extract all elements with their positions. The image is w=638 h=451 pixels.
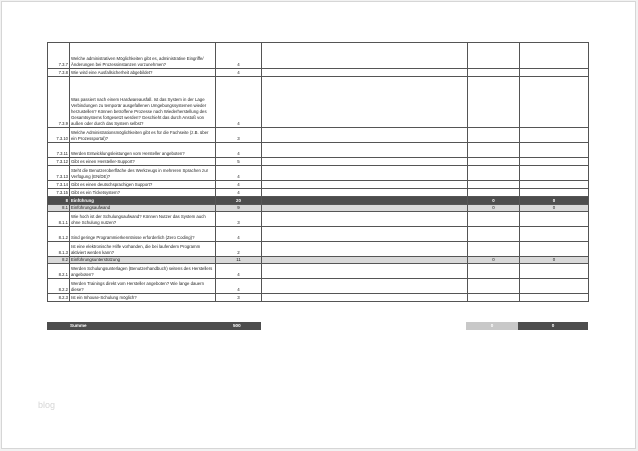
row-answer	[262, 197, 468, 205]
row-number: 7.3.11	[48, 143, 70, 158]
table-row	[48, 166, 589, 181]
row-score-1	[468, 43, 520, 69]
summary-label: Summe	[70, 323, 87, 328]
row-question: Gibt es einen deutschsprachigen Support?	[70, 181, 216, 189]
row-score-2	[520, 227, 589, 242]
row-score-1	[468, 143, 520, 158]
row-score-2	[520, 69, 589, 77]
row-score-2	[520, 143, 589, 158]
row-score-2	[520, 43, 589, 69]
row-question: Was passiert nach einem Hardwareausfall. Ist das System in der Lage Verbindungen zu temporär ausgefallenen Umgebungssystemen wieder herzustellen? Können betroffene Prozesse nach Wiederherstellung des Gesamtsystems fortgesetzt werden? Geschieht das durch Anstoß von außen oder durch das System selbst?	[70, 77, 216, 128]
table-row	[48, 242, 589, 257]
row-answer	[262, 294, 468, 302]
row-score-2	[520, 181, 589, 189]
row-question: Werden Trainings direkt vom Hersteller angeboten? Wie lange dauern diese?	[70, 279, 216, 294]
row-score-1	[468, 69, 520, 77]
row-answer	[262, 189, 468, 197]
row-number: 7.3.10	[48, 128, 70, 143]
row-answer	[262, 158, 468, 166]
table-row	[48, 43, 589, 69]
row-score-2	[520, 212, 589, 227]
row-score-1: 0	[468, 205, 520, 212]
row-answer	[262, 69, 468, 77]
row-weight: 3	[216, 294, 262, 302]
table-body	[48, 43, 589, 302]
row-score-1	[468, 227, 520, 242]
row-question: Werden Schulungsunterlagen (Benutzerhandbuch) seitens des Herstellers angeboten?	[70, 264, 216, 279]
table-row	[48, 158, 589, 166]
row-answer	[262, 279, 468, 294]
row-number: 7.3.7	[48, 43, 70, 69]
row-score-2: 0	[520, 205, 589, 212]
row-question: Wie hoch ist der Schulungsaufwand? Können Nutzer das System auch ohne Schulung nutzen?	[70, 212, 216, 227]
row-score-1	[468, 181, 520, 189]
table-row	[48, 181, 589, 189]
row-question: Einführung	[70, 197, 216, 205]
row-answer	[262, 166, 468, 181]
row-question: Gibt es einen Hersteller-Support?	[70, 158, 216, 166]
row-score-1	[468, 212, 520, 227]
row-weight: 5	[216, 158, 262, 166]
row-weight: 4	[216, 189, 262, 197]
table-row	[48, 279, 589, 294]
row-score-2	[520, 77, 589, 128]
row-number: 7.3.15	[48, 189, 70, 197]
table-row	[48, 143, 589, 158]
row-score-2	[520, 279, 589, 294]
row-number: 8.2.3	[48, 294, 70, 302]
row-weight: 9	[216, 205, 262, 212]
row-answer	[262, 257, 468, 264]
row-answer	[262, 212, 468, 227]
row-question: Ist ein Inhouse-Schulung möglich?	[70, 294, 216, 302]
table-row	[48, 128, 589, 143]
row-score-1	[468, 189, 520, 197]
row-number: 8.2.1	[48, 264, 70, 279]
row-number: 7.3.9	[48, 77, 70, 128]
row-score-1	[468, 158, 520, 166]
row-answer	[262, 128, 468, 143]
subsection-row	[48, 205, 589, 212]
row-question: Gibt es ein Ticketsystem?	[70, 189, 216, 197]
summary-col2: 0	[518, 322, 588, 330]
row-weight: 20	[216, 197, 262, 205]
row-number: 7.3.12	[48, 158, 70, 166]
row-question: Sind geringe Programmierkenntnisse erforderlich (Zero Coding)?	[70, 227, 216, 242]
row-answer	[262, 264, 468, 279]
section-row	[48, 197, 589, 205]
row-weight: 4	[216, 43, 262, 69]
row-number: 8.2	[48, 257, 70, 264]
row-answer	[262, 227, 468, 242]
row-score-2: 0	[520, 197, 589, 205]
row-weight: 2	[216, 242, 262, 257]
row-score-1	[468, 77, 520, 128]
row-score-1	[468, 294, 520, 302]
row-question: Einführungsunterstützung	[70, 257, 216, 264]
row-weight: 3	[216, 128, 262, 143]
row-answer	[262, 181, 468, 189]
row-score-2	[520, 264, 589, 279]
row-score-1	[468, 279, 520, 294]
row-score-1: 0	[468, 197, 520, 205]
row-score-1: 0	[468, 257, 520, 264]
row-score-2	[520, 189, 589, 197]
row-weight: 3	[216, 212, 262, 227]
row-question: Ist eine elektronische Hilfe vorhanden, die bei laufendem Programm aktiviert werden kann?	[70, 242, 216, 257]
row-score-1	[468, 166, 520, 181]
requirements-table	[47, 42, 589, 302]
row-score-1	[468, 264, 520, 279]
row-weight: 4	[216, 77, 262, 128]
row-number: 7.3.13	[48, 166, 70, 181]
row-score-2	[520, 158, 589, 166]
table-row	[48, 69, 589, 77]
table-row	[48, 227, 589, 242]
summary-bar	[47, 322, 261, 330]
row-number: 7.3.8	[48, 69, 70, 77]
row-score-1	[468, 242, 520, 257]
table-row	[48, 77, 589, 128]
row-score-2	[520, 166, 589, 181]
watermark-text: blog	[38, 400, 56, 410]
row-weight: 4	[216, 279, 262, 294]
row-answer	[262, 43, 468, 69]
row-answer	[262, 242, 468, 257]
row-question: Welche Administrationsmöglichkeiten gibt es für die Fachseite (z.B. über ein Prozessportal)?	[70, 128, 216, 143]
table-row	[48, 212, 589, 227]
row-question: Wie wird eine Ausfallsicherheit abgebildet?	[70, 69, 216, 77]
row-score-2	[520, 294, 589, 302]
summary-col1: 0	[466, 322, 518, 330]
table-row	[48, 189, 589, 197]
row-number: 8.1.3	[48, 242, 70, 257]
subsection-row	[48, 257, 589, 264]
row-score-2	[520, 128, 589, 143]
row-score-2	[520, 242, 589, 257]
row-weight: 4	[216, 166, 262, 181]
row-weight: 4	[216, 69, 262, 77]
row-answer	[262, 205, 468, 212]
row-question: Einführungsaufwand	[70, 205, 216, 212]
table-row	[48, 294, 589, 302]
row-number: 8.2.2	[48, 279, 70, 294]
row-number: 8	[48, 197, 70, 205]
row-weight: 11	[216, 257, 262, 264]
row-answer	[262, 143, 468, 158]
row-score-1	[468, 128, 520, 143]
row-number: 8.1.1	[48, 212, 70, 227]
row-score-2: 0	[520, 257, 589, 264]
row-number: 8.1	[48, 205, 70, 212]
row-weight: 4	[216, 181, 262, 189]
row-question: Werden Entwicklungsleistungen vom Hersteller angeboten?	[70, 143, 216, 158]
table-row	[48, 264, 589, 279]
summary-value: 500	[233, 323, 241, 328]
row-answer	[262, 77, 468, 128]
row-number: 8.1.2	[48, 227, 70, 242]
row-weight: 4	[216, 227, 262, 242]
row-weight: 4	[216, 264, 262, 279]
row-number: 7.3.14	[48, 181, 70, 189]
row-question: Welche administrativen Möglichkeiten gibt es, administrative Eingriffe/Änderungen bei Prozessinstanzen vorzunehmen?	[70, 43, 216, 69]
row-weight: 4	[216, 143, 262, 158]
row-question: Steht die Benutzeroberfläche des Werkzeugs in mehreren Sprachen zur Verfügung (EN/DE)?	[70, 166, 216, 181]
